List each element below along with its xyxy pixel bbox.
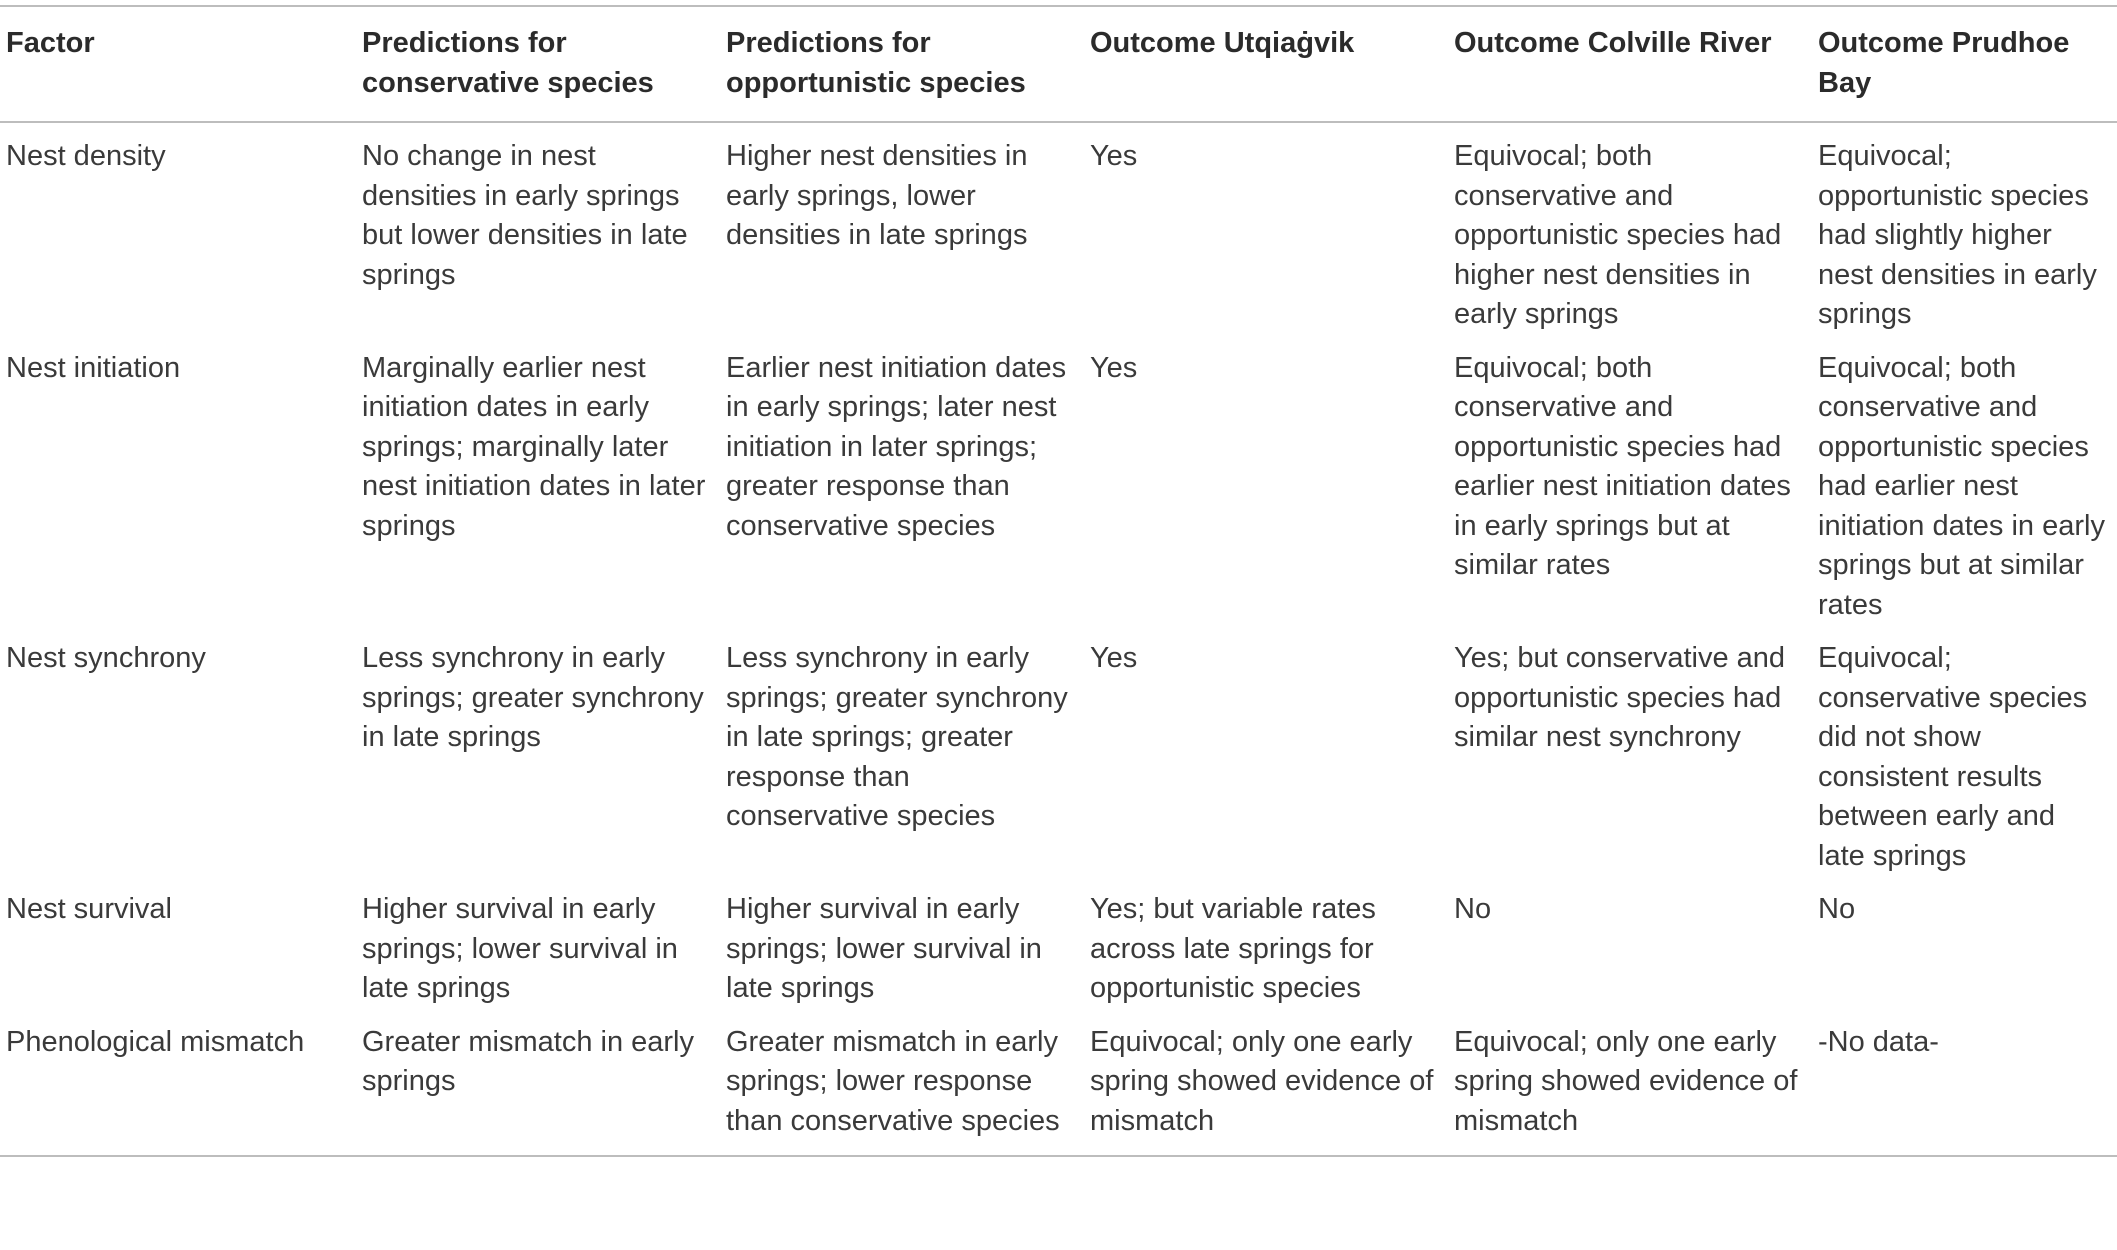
table-row [0, 122, 2117, 339]
cell-factor: Nest survival [6, 893, 172, 925]
header-outcome-prudhoe-bay: Outcome Prudhoe Bay [1818, 27, 2070, 99]
header-conservative-predictions: Predictions for conservative species [362, 27, 654, 99]
cell-conservative-prediction: Higher survival in early springs; lower survival in late springs [362, 893, 678, 1004]
header-outcome-colville-river: Outcome Colville River [1454, 27, 1772, 59]
table-row [0, 1013, 2117, 1157]
cell-factor: Nest density [6, 140, 166, 172]
cell-outcome-prudhoe-bay: No [1818, 893, 1856, 925]
cell-outcome-utqiagvik: Equivocal; only one early spring showed evidence of mismatch [1090, 1025, 1434, 1137]
table-row [0, 880, 2117, 1013]
cell-outcome-utqiagvik: Yes; but variable rates across late springs for opportunistic species [1090, 893, 1376, 1004]
cell-outcome-utqiagvik: Yes [1090, 642, 1138, 674]
table-row [0, 629, 2117, 880]
predictions-outcomes-table [0, 5, 2117, 1157]
cell-opportunistic-prediction: Higher nest densities in early springs, lower densities in late springs [726, 140, 1028, 251]
cell-outcome-prudhoe-bay: Equivocal; conservative species did not show consistent results between early and late springs [1818, 642, 2088, 872]
cell-outcome-utqiagvik: Yes [1090, 351, 1138, 384]
cell-outcome-prudhoe-bay: Equivocal; opportunistic species had slightly higher nest densities in early springs [1818, 140, 2097, 330]
cell-outcome-colville-river: Equivocal; both conservative and opportunistic species had earlier nest initiation dates in early springs but at similar rates [1454, 351, 1791, 581]
header-outcome-utqiagvik: Outcome Utqiaġvik [1090, 27, 1355, 59]
table-header-row [0, 6, 2117, 122]
cell-opportunistic-prediction: Less synchrony in early springs; greater synchrony in late springs; greater response than conservative species [726, 642, 1068, 832]
cell-opportunistic-prediction: Earlier nest initiation dates in early springs; later nest initiation in later springs; greater response than conservative species [726, 351, 1067, 542]
header-factor: Factor [6, 27, 95, 59]
cell-outcome-colville-river: Yes; but conservative and opportunistic species had similar nest synchrony [1454, 642, 1786, 753]
cell-outcome-colville-river: No [1454, 893, 1492, 925]
table-row [0, 339, 2117, 630]
cell-factor: Nest synchrony [6, 642, 206, 674]
cell-factor: Phenological mismatch [6, 1025, 305, 1058]
cell-opportunistic-prediction: Greater mismatch in early springs; lower response than conservative species [726, 1025, 1060, 1137]
cell-outcome-prudhoe-bay: Equivocal; both conservative and opportunistic species had earlier nest initiation dates in early springs but at similar rates [1818, 351, 2105, 621]
cell-conservative-prediction: Marginally earlier nest initiation dates in early springs; marginally later nest initiation dates in later springs [362, 351, 706, 542]
cell-conservative-prediction: Less synchrony in early springs; greater synchrony in late springs [362, 642, 704, 753]
cell-opportunistic-prediction: Higher survival in early springs; lower survival in late springs [726, 893, 1042, 1004]
cell-conservative-prediction: No change in nest densities in early springs but lower densities in late springs [362, 140, 688, 291]
cell-outcome-utqiagvik: Yes [1090, 140, 1138, 172]
cell-outcome-colville-river: Equivocal; only one early spring showed evidence of mismatch [1454, 1025, 1798, 1137]
cell-outcome-prudhoe-bay: -No data- [1818, 1025, 1939, 1058]
cell-outcome-colville-river: Equivocal; both conservative and opportunistic species had higher nest densities in early springs [1454, 140, 1782, 330]
header-opportunistic-predictions: Predictions for opportunistic species [726, 27, 1026, 99]
cell-factor: Nest initiation [6, 351, 181, 384]
cell-conservative-prediction: Greater mismatch in early springs [362, 1025, 694, 1097]
